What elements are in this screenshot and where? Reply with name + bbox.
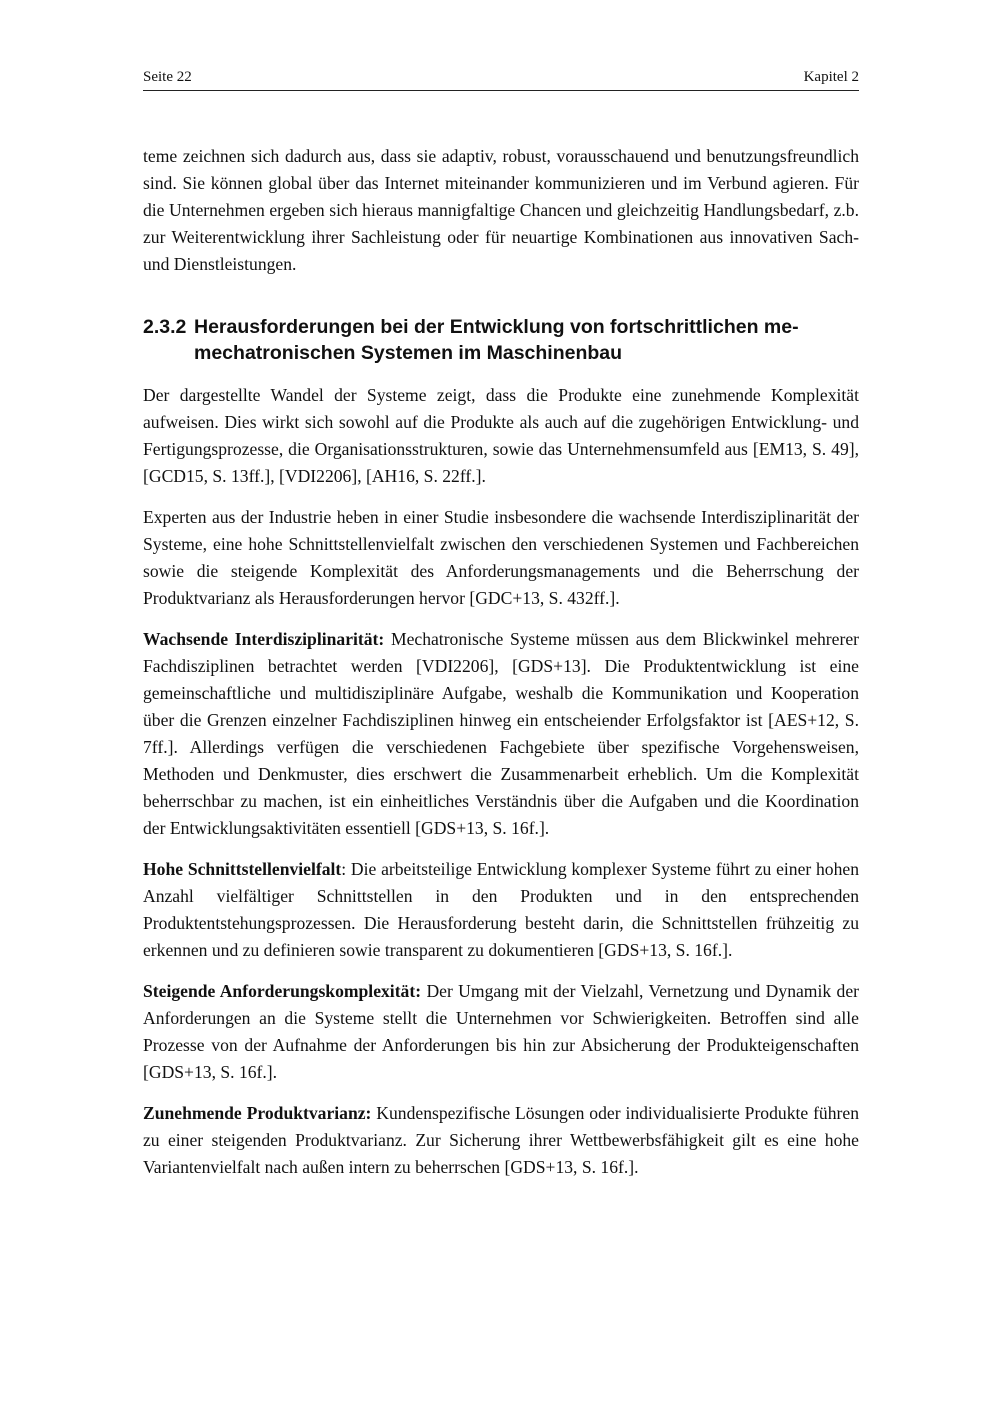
paragraph-text: Mechatronische Systeme müssen aus dem Blickwinkel mehrerer Fachdisziplinen betrachtet werden [VDI2206], [GDS+13]. Die Produktentwicklung ist eine gemeinschaftliche und multidisziplinäre Aufgabe, weshalb die Kommunikation und Kooperation über die Grenzen einzelner Fachdisziplinen hinweg ein entscheiender Erfolgsfaktor ist [AES+12, S. 7ff.]. Allerdings verfügen die verschiedenen Fachgebiete über spezifische Vorgehensweisen, Methoden und Denkmuster, dies erschwert die Zusammenarbeit erheblich. Um die Komplexität beherrschbar zu machen, ist ein einheitliches Verständnis über die Aufgaben und die Koordination der Entwicklungsaktivitäten essentiell [GDS+13, S. 16f.]. [143,629,859,838]
paragraph-complexity [143,382,859,490]
paragraph-text: : Die arbeitsteilige Entwicklung komplexer Systeme führt zu einer hohen Anzahl vielfältiger Schnittstellen in den Produkten und in den entsprechenden Produktentstehungsprozessen. Die Herausforderung besteht darin, die Schnittstellen frühzeitig zu erkennen und zu definieren sowie transparent zu dokumentieren [GDS+13, S. 16f.]. [143,859,859,960]
intro-paragraph: teme zeichnen sich dadurch aus, dass sie adaptiv, robust, vorausschauend und benutzungsfreundlich sind. Sie können global über das Internet miteinander kommunizieren und im Verbund agieren. Für die Unternehmen ergeben sich hieraus mannigfaltige Chancen und gleichzeitig Handlungsbedarf, z.b. zur Weiterentwicklung ihrer Sachleistung oder für neuartige Kombinationen aus innovativen Sach- und Dienstleistungen. [143,146,859,274]
paragraph-text: Experten aus der Industrie heben in einer Studie insbesondere die wachsende Interdisziplinarität der Systeme, eine hohe Schnittstellenvielfalt zwischen den verschiedenen Systemen und Fachbereichen sowie die steigende Komplexität des Anforderungsmanagements und die Beherrschung der Produktvarianz als Herausforderungen hervor [GDC+13, S. 432ff.]. [143,507,859,608]
section-heading [143,314,859,366]
body-text [143,143,859,1195]
paragraph-experts-study [143,504,859,612]
paragraph-variance [143,1100,859,1181]
paragraph-text: Kundenspezifische Lösungen oder individualisierte Produkte führen zu einer steigenden Produktvarianz. Zur Sicherung ihrer Wettbewerbsfähigkeit gilt es eine hohe Variantenvielfalt nach außen intern zu beherrschen [GDS+13, S. 16f.]. [143,1103,859,1177]
paragraph-text: Der dargestellte Wandel der Systeme zeigt, dass die Produkte eine zunehmende Komplexität aufweisen. Dies wirkt sich sowohl auf die Produkte als auch auf die zugehörigen Entwicklung- und Fertigungsprozesse, die Organisationsstrukturen, sowie das Unternehmensumfeld aus [EM13, S. 49], [GCD15, S. 13ff.], [VDI2206], [AH16, S. 22ff.]. [143,385,859,486]
paragraph-lead: Zunehmende Produktvarianz: [143,1103,372,1123]
paragraph-interfaces [143,856,859,964]
page-number-label: Seite 22 [143,69,192,85]
paragraph-lead: Steigende Anforderungskomplexität: [143,981,422,1001]
paragraph-lead: Wachsende Interdisziplinarität: [143,629,385,649]
section-number: 2.3.2 [143,316,187,338]
paragraph-lead: Hohe Schnittstellenvielfalt [143,859,342,879]
running-header [143,64,859,91]
chapter-label: Kapitel 2 [803,69,859,85]
paragraph-text: Der Umgang mit der Vielzahl, Vernetzung und Dynamik der Anforderungen an die Systeme stellt die Unternehmen vor Schwierigkeiten. Betroffen sind alle Prozesse von der Aufnahme der Anforderungen bis hin zur Absicherung der Produkteigenschaften [GDS+13, S. 16f.]. [143,981,859,1082]
section-title: Herausforderungen bei der Entwicklung von fortschrittlichen memechatronischen Systemen im Maschinenbau [194,316,799,364]
paragraph-interdisciplinarity [143,626,859,842]
paragraph-requirements [143,978,859,1086]
